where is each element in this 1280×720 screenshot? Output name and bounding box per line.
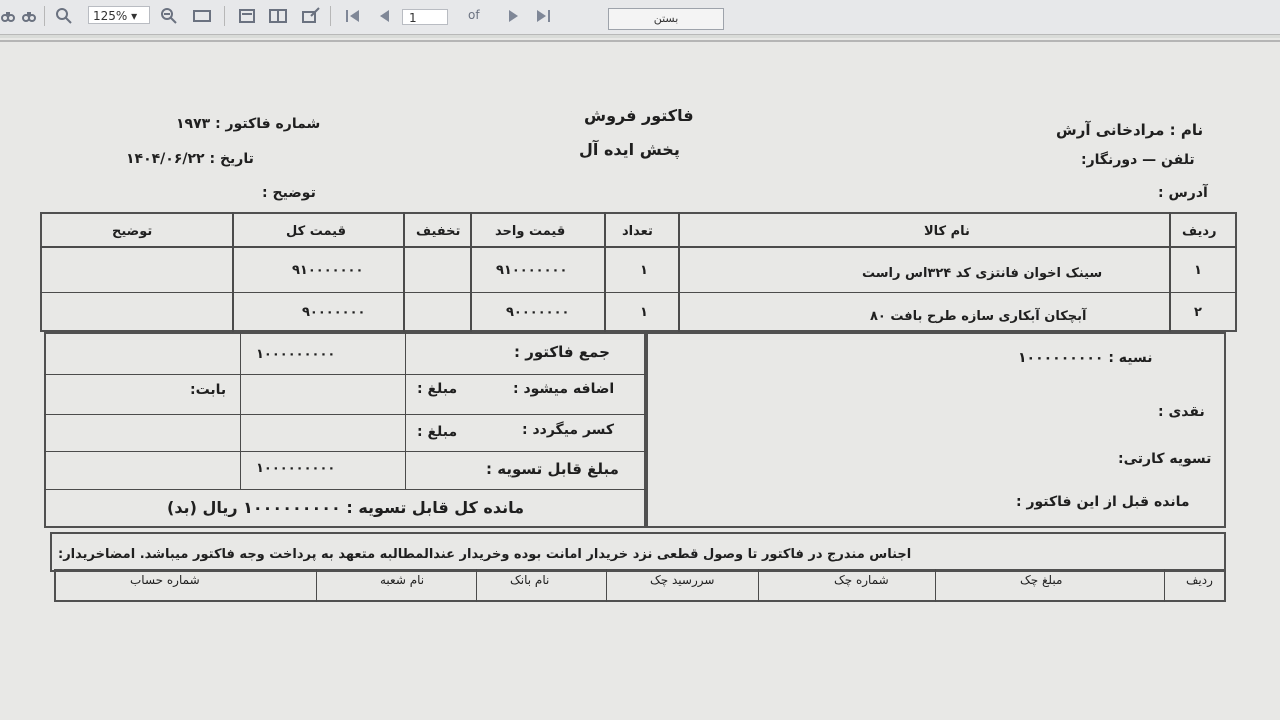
description-label: توضیح : (262, 185, 316, 201)
address-label: آدرس : (1158, 185, 1208, 201)
reason-label: بابت: (190, 382, 227, 398)
last-page-icon[interactable] (534, 7, 552, 25)
invoice-sum-label: جمع فاکتور : (514, 343, 610, 361)
previous-balance-label: مانده قبل از این فاکتور : (1016, 494, 1190, 510)
add-label: اضافه میشود : (513, 381, 615, 397)
card-settlement-label: تسویه کارتی: (1118, 451, 1212, 467)
item-total-price: ۹۱۰۰۰۰۰۰۰ (292, 263, 364, 278)
header-total-price: قیمت کل (286, 224, 346, 239)
item-unit-price: ۹۰۰۰۰۰۰۰ (506, 305, 570, 320)
item-unit-price: ۹۱۰۰۰۰۰۰۰ (496, 263, 568, 278)
item-qty: ۱ (640, 263, 648, 278)
check-header-number: شماره چک (834, 573, 889, 587)
summary-col-divider (405, 332, 406, 489)
header-description: توضیح (112, 224, 153, 239)
export-icon[interactable] (300, 7, 322, 25)
toolbar-separator (44, 6, 45, 26)
zoom-icon[interactable] (54, 7, 74, 25)
invoice-title: فاکتور فروش (584, 106, 694, 125)
check-header-branch: نام شعبه (380, 573, 425, 587)
check-header-bank: نام بانک (510, 573, 550, 587)
page-icon[interactable] (268, 7, 288, 25)
summary-col-divider (240, 332, 241, 489)
customer-name: نام : مرادخانی آرش (1056, 121, 1204, 139)
zoom-select[interactable]: 125% ▾ (88, 6, 150, 24)
header-unit-price: قیمت واحد (495, 224, 566, 239)
check-col-divider (476, 569, 477, 602)
remaining-balance: مانده کل قابل تسویه : ۱۰۰۰۰۰۰۰۰۰ ریال (بد) (167, 498, 525, 517)
header-discount: تخفیف (416, 224, 461, 239)
deduct-amount-label: مبلغ : (417, 424, 458, 440)
header-divider (40, 246, 1237, 248)
close-button[interactable]: بستن (608, 8, 724, 30)
toolbar-separator (224, 6, 225, 26)
item-product-name: سینک اخوان فانتزی کد ۳۲۴اس راست (862, 266, 1103, 281)
item-product-name: آبچکان آبکاری سازه طرح بافت ۸۰ (870, 309, 1087, 324)
col-divider (604, 212, 606, 332)
invoice-sum-value: ۱۰۰۰۰۰۰۰۰۰ (256, 347, 336, 362)
phone-fax: تلفن — دورنگار: (1081, 152, 1195, 168)
toolbar-separator (330, 6, 331, 26)
check-header-row: ردیف (1186, 573, 1213, 587)
check-header-due-date: سررسید چک (650, 573, 715, 587)
credit-label-value: نسیه : ۱۰۰۰۰۰۰۰۰۰ (1018, 350, 1153, 366)
header-row: ردیف (1182, 224, 1217, 239)
cash-label: نقدی : (1158, 404, 1205, 420)
binoculars-icon[interactable] (20, 7, 38, 25)
next-page-icon[interactable] (506, 7, 522, 25)
col-divider (678, 212, 680, 332)
summary-divider (44, 414, 646, 415)
item-row-number: ۱ (1194, 263, 1202, 278)
col-divider (470, 212, 472, 332)
company-name: پخش ایده آل (579, 140, 680, 159)
check-col-divider (935, 569, 936, 602)
col-divider (1169, 212, 1171, 332)
col-divider (403, 212, 405, 332)
invoice-number: شماره فاکتور : ۱۹۷۳ (176, 116, 321, 132)
binoculars-icon[interactable] (0, 7, 16, 25)
item-qty: ۱ (640, 305, 648, 320)
viewer-toolbar (0, 0, 1280, 35)
notice-text: اجناس مندرج در فاکتور تا وصول قطعی نزد خریدار امانت بوده وخریدار عندالمطالبه متعهد به پرداخت وجه فاکتور میباشد. امضاخریدار: (58, 547, 912, 562)
print-icon[interactable] (192, 7, 212, 25)
invoice-date: تاریخ : ۱۴۰۴/۰۶/۲۲ (126, 151, 254, 167)
add-amount-label: مبلغ : (417, 381, 458, 397)
payable-label: مبلغ قابل تسویه : (486, 460, 619, 478)
check-header-amount: مبلغ چک (1020, 573, 1063, 587)
layout-icon[interactable] (238, 7, 256, 25)
item-row-number: ۲ (1194, 305, 1202, 320)
summary-divider (44, 451, 646, 452)
deduct-label: کسر میگردد : (522, 422, 615, 438)
check-col-divider (1164, 569, 1165, 602)
prev-page-icon[interactable] (376, 7, 392, 25)
check-col-divider (316, 569, 317, 602)
page-border (0, 40, 1280, 42)
summary-divider (44, 489, 646, 490)
item-total-price: ۹۰۰۰۰۰۰۰ (302, 305, 366, 320)
zoom-out-icon[interactable] (160, 7, 178, 25)
check-col-divider (606, 569, 607, 602)
page-number-input[interactable]: 1 (402, 9, 448, 25)
header-product: نام کالا (924, 224, 970, 239)
first-page-icon[interactable] (344, 7, 362, 25)
header-qty: تعداد (622, 224, 653, 239)
check-header-account: شماره حساب (130, 573, 200, 587)
page-count-label: of (468, 8, 480, 22)
row-divider (40, 292, 1237, 293)
payable-value: ۱۰۰۰۰۰۰۰۰۰ (256, 461, 336, 476)
summary-divider (44, 374, 646, 375)
check-col-divider (758, 569, 759, 602)
col-divider (232, 212, 234, 332)
